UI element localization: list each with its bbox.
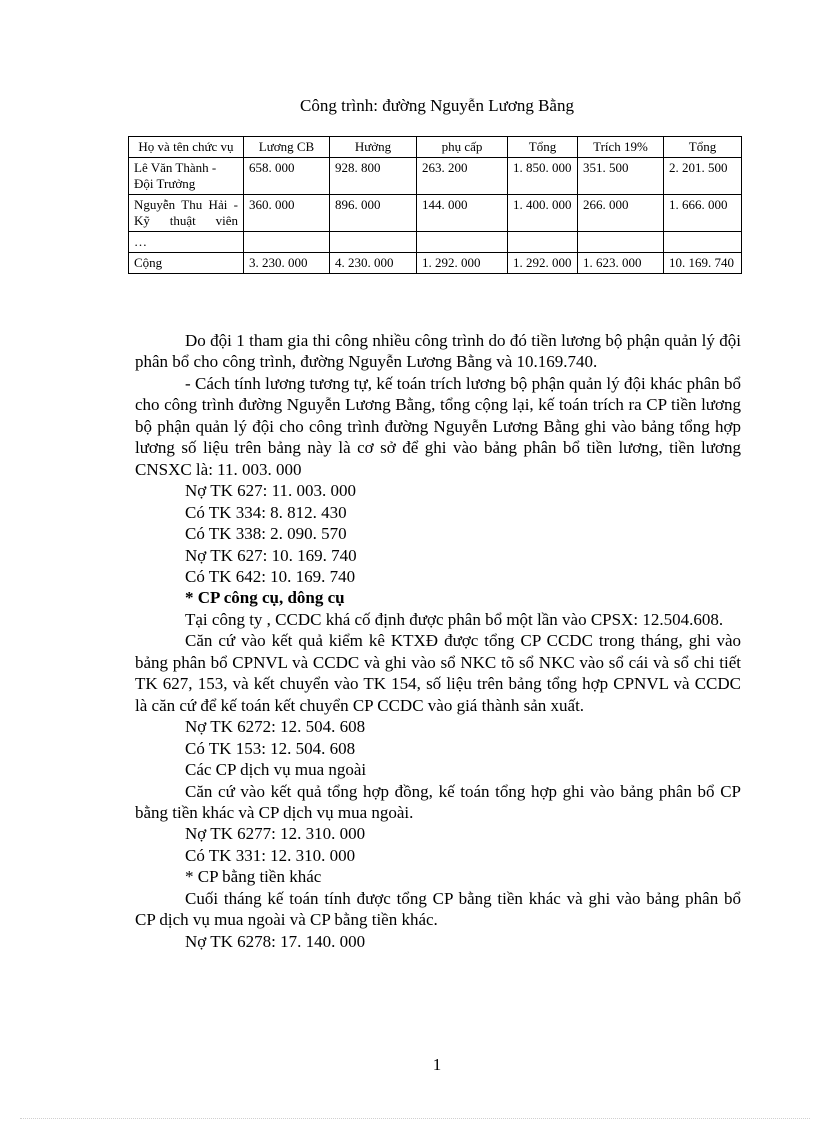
table-cell: 4. 230. 000: [330, 253, 417, 274]
table-row: [129, 158, 742, 195]
paragraph: Căn cứ vào kết quả tổng hợp đồng, kế toán tổng hợp ghi vào bảng phân bổ CP bằng tiền khác và CP dịch vụ mua ngoài.: [135, 781, 741, 822]
salary-table: [128, 136, 742, 274]
paragraph: Cuối tháng kế toán tính được tổng CP bằng tiền khác và ghi vào bảng phân bổ CP dịch vụ mua ngoài và CP bằng tiền khác.: [135, 888, 741, 930]
header-cell: Trích 19%: [578, 137, 664, 158]
section-heading-text: * CP công cụ, dông cụ: [185, 588, 345, 608]
table-cell: 263. 200: [417, 158, 508, 195]
section-heading: [135, 587, 741, 608]
table-cell: [578, 232, 664, 253]
header-cell: Tổng: [508, 137, 578, 158]
table-header-row: [129, 137, 742, 158]
journal-entry: Có TK 338: 2. 090. 570: [185, 524, 347, 544]
journal-entry: Nợ TK 6277: 12. 310. 000: [185, 824, 366, 844]
table-cell: 144. 000: [417, 195, 508, 232]
paragraph: - Cách tính lương tương tự, kế toán trích lương bộ phận quản lý đội khác phân bổ cho công trình đường Nguyễn Lương Bằng, tổng cộng lại, kế toán trích ra CP tiền lương bộ phận quản lý đội cho công trình đường Nguyễn Lương Bằng ghi vào bảng tổng hợp lương số liệu trên bảng này là cơ sở để ghi vào bảng phân bổ tiền lương, tiền lương CNSXC là: 11. 003. 000: [135, 373, 741, 479]
table-cell: Nguyễn Thu Hải - Kỹ thuật viên: [129, 195, 244, 232]
table-cell: [508, 232, 578, 253]
table-row: [129, 232, 742, 253]
table-cell: 1. 292. 000: [417, 253, 508, 274]
table-cell: Lê Văn Thành - Đội Trưởng: [129, 158, 244, 195]
table-cell: Cộng: [129, 253, 244, 274]
table-cell: 3. 230. 000: [244, 253, 330, 274]
journal-entry: Có TK 334: 8. 812. 430: [185, 502, 347, 522]
section-title: Công trình: đường Nguyễn Lương Bằng: [300, 96, 574, 115]
table-cell: 266. 000: [578, 195, 664, 232]
table-cell: 896. 000: [330, 195, 417, 232]
journal-entry: Nợ TK 6272: 12. 504. 608: [185, 717, 366, 737]
document-body: [135, 330, 741, 952]
header-cell: Hưởng: [330, 137, 417, 158]
header-cell: Tổng: [664, 137, 742, 158]
header-cell: phụ cấp: [417, 137, 508, 158]
paragraph: Tại công ty , CCDC khá cố định được phân bổ một lần vào CPSX: 12.504.608.: [185, 609, 724, 629]
table-cell: 2. 201. 500: [664, 158, 742, 195]
header-cell: Họ và tên chức vụ: [129, 137, 244, 158]
journal-entry: Nợ TK 627: 11. 003. 000: [185, 481, 356, 501]
header-cell: Lương CB: [244, 137, 330, 158]
table-cell: [664, 232, 742, 253]
journal-entry: Nợ TK 627: 10. 169. 740: [185, 545, 357, 565]
table-cell: 1. 400. 000: [508, 195, 578, 232]
table-cell: 928. 800: [330, 158, 417, 195]
table-cell: [330, 232, 417, 253]
table-cell: 1. 623. 000: [578, 253, 664, 274]
journal-entry: Có TK 642: 10. 169. 740: [185, 566, 356, 586]
subheading: Các CP dịch vụ mua ngoài: [185, 760, 367, 780]
table-total-row: [129, 253, 742, 274]
table-cell: 10. 169. 740: [664, 253, 742, 274]
table-cell: [244, 232, 330, 253]
journal-entry: Có TK 331: 12. 310. 000: [185, 845, 356, 865]
table-row: [129, 195, 742, 232]
subheading: * CP bằng tiền khác: [185, 867, 322, 887]
table-cell: 1. 666. 000: [664, 195, 742, 232]
table-cell: 658. 000: [244, 158, 330, 195]
table-cell: …: [129, 232, 244, 253]
table-cell: 1. 292. 000: [508, 253, 578, 274]
page-number: 1: [432, 1055, 442, 1074]
page-bottom-divider: [20, 1118, 810, 1119]
paragraph: Căn cứ vào kết quả kiểm kê KTXĐ được tổng CP CCDC trong tháng, ghi vào bảng phân bổ CPNVL và CCDC và ghi vào sổ NKC tõ sổ NKC vào sổ cái và sổ chi tiết TK 627, 153, và kết chuyển vào TK 154, số liệu trên bảng tổng hợp CPNVL và CCDC là căn cứ để kế toán kết chuyển CP CCDC vào giá thành sản xuất.: [135, 631, 741, 715]
journal-entry: Nợ TK 6278: 17. 140. 000: [185, 931, 366, 951]
table-cell: [417, 232, 508, 253]
journal-entry: Có TK 153: 12. 504. 608: [185, 738, 356, 758]
table-cell: 351. 500: [578, 158, 664, 195]
table-cell: 1. 850. 000: [508, 158, 578, 195]
table-cell: 360. 000: [244, 195, 330, 232]
paragraph: Do đội 1 tham gia thi công nhiều công trình do đó tiền lương bộ phận quản lý đội phân bổ cho công trình, đường Nguyễn Lương Bằng và 10.169.740.: [135, 331, 741, 372]
